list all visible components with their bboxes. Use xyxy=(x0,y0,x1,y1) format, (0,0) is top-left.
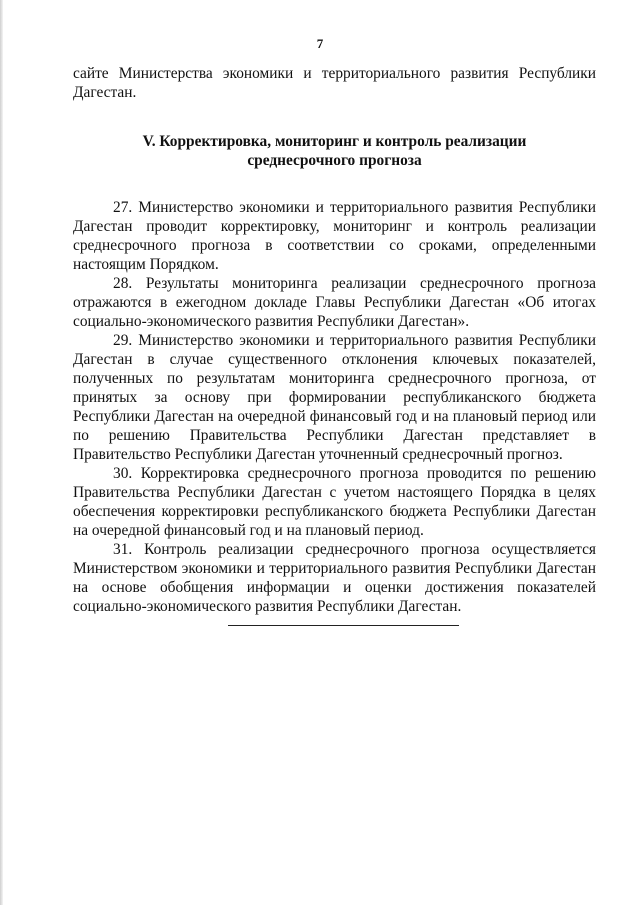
paragraph-29: 29. Министерство экономики и территориального развития Республики Дагестан в случае существенного отклонения ключевых показателей, полученных по результатам мониторинга среднесрочного прогноза, от принятых за основу при формировании республиканского бюджета Республики Дагестан на очередной финансовый год и на плановый период или по решению Правительства Республики Дагестан представляет в Правительство Республики Дагестан уточненный среднесрочный прогноз. xyxy=(73,332,596,463)
paragraph-31: 31. Контроль реализации среднесрочного прогноза осуществляется Министерством экономики и территориального развития Республики Дагестан на основе обобщения информации и оценки достижения показателей социально-экономического развития Республики Дагестан. xyxy=(73,541,596,615)
document-body xyxy=(73,64,596,616)
closing-divider-line xyxy=(228,625,459,626)
section-heading-line-2: среднесрочного прогноза xyxy=(247,152,422,169)
paragraph-30: 30. Корректировка среднесрочного прогноза проводится по решению Правительства Республики Дагестан с учетом настоящего Порядка в целях обеспечения корректировки республиканского бюджета Республики Дагестан на очередной финансовый год и на плановый период. xyxy=(73,465,596,539)
section-heading-line-1: V. Корректировка, мониторинг и контроль реализации xyxy=(142,133,527,150)
page-number: 7 xyxy=(316,36,324,51)
continuation-paragraph: сайте Министерства экономики и территориального развития Республики Дагестан. xyxy=(73,65,596,101)
paragraph-28: 28. Результаты мониторинга реализации среднесрочного прогноза отражаются в ежегодном докладе Главы Республики Дагестан «Об итогах социально-экономического развития Республики Дагестан». xyxy=(73,275,596,330)
paragraph-27: 27. Министерство экономики и территориального развития Республики Дагестан проводит корректировку, мониторинг и контроль реализации среднесрочного прогноза в соответствии со сроками, определенными настоящим Порядком. xyxy=(73,199,596,273)
section-heading xyxy=(73,132,596,170)
scan-edge-shadow xyxy=(0,0,3,905)
